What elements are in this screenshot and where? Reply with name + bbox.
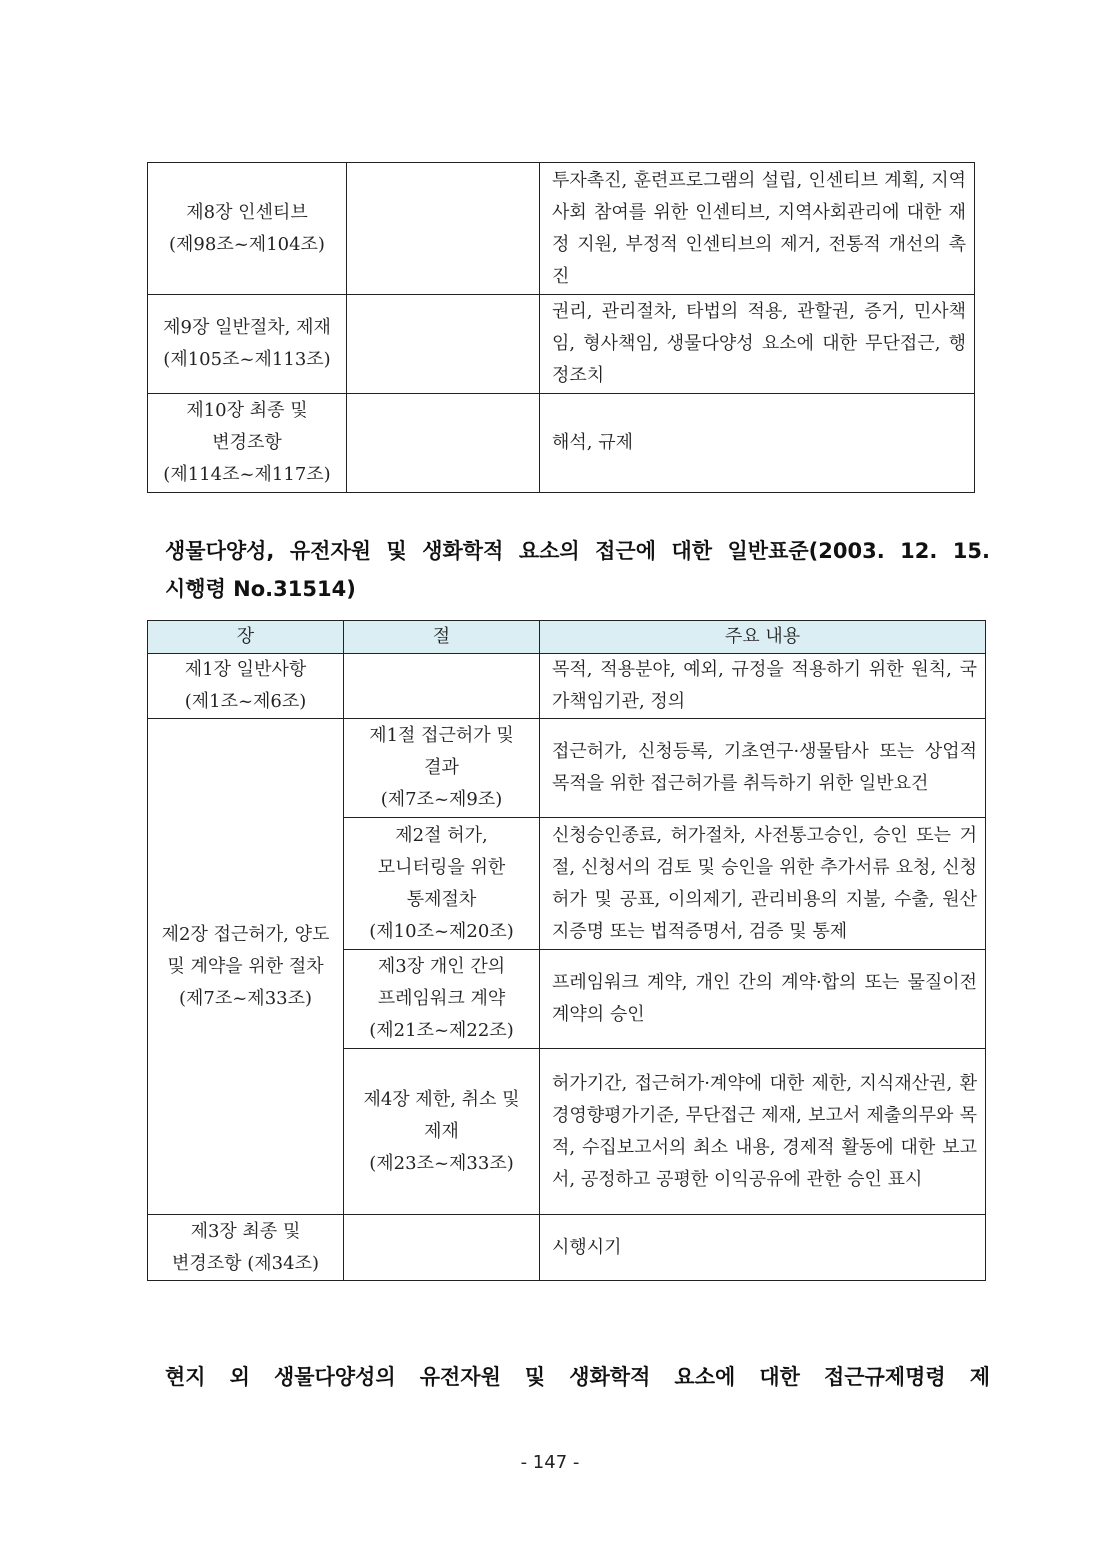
section-cell (347, 394, 540, 493)
section-cell (347, 295, 540, 394)
content-cell: 허가기간, 접근허가·계약에 대한 제한, 지식재산권, 환경영향평가기준, 무단접근 제재, 보고서 제출의무와 목적, 수집보고서의 최소 내용, 경제적 활동에 대한 보고서, 공정하고 공평한 이익공유에 관한 승인 표시 (540, 1049, 986, 1215)
content-cell: 시행시기 (540, 1215, 986, 1281)
next-section-heading: 현지 외 생물다양성의 유전자원 및 생화학적 요소에 대한 접근규제명령 제 (165, 1365, 990, 1389)
section-cell: 제3장 개인 간의 프레임워크 계약 (제21조~제22조) (344, 950, 540, 1049)
chapter-cell: 제8장 인센티브 (제98조~제104조) (148, 163, 347, 295)
chapter-table-continued (147, 162, 975, 493)
table-row (148, 163, 975, 295)
chapter-cell: 제2장 접근허가, 양도 및 계약을 위한 절차 (제7조~제33조) (148, 719, 344, 1215)
content-cell: 권리, 관리절차, 타법의 적용, 관할권, 증거, 민사책임, 형사책임, 생물다양성 요소에 대한 무단접근, 행정조치 (540, 295, 975, 394)
content-cell: 접근허가, 신청등록, 기초연구·생물탐사 또는 상업적 목적을 위한 접근허가를 취득하기 위한 일반요건 (540, 719, 986, 818)
standards-table (147, 620, 986, 1281)
column-header-section: 절 (344, 621, 540, 654)
table-header-row (148, 621, 986, 654)
chapter-cell: 제10장 최종 및 변경조항 (제114조~제117조) (148, 394, 347, 493)
column-header-content: 주요 내용 (540, 621, 986, 654)
chapter-cell: 제3장 최종 및 변경조항 (제34조) (148, 1215, 344, 1281)
section-cell: 제2절 허가, 모니터링을 위한 통제절차 (제10조~제20조) (344, 818, 540, 950)
column-header-chapter: 장 (148, 621, 344, 654)
content-cell: 해석, 규제 (540, 394, 975, 493)
table-row (148, 654, 986, 719)
page-number: - 147 - (520, 1452, 580, 1473)
section-cell (344, 1215, 540, 1281)
table-row (148, 719, 986, 818)
section-cell (344, 654, 540, 719)
table-row (148, 394, 975, 493)
content-cell: 신청승인종료, 허가절차, 사전통고승인, 승인 또는 거절, 신청서의 검토 및 승인을 위한 추가서류 요청, 신청허가 및 공표, 이의제기, 관리비용의 지불, 수출, 원산지증명 또는 법적증명서, 검증 및 통제 (540, 818, 986, 950)
chapter-cell: 제9장 일반절차, 제재 (제105조~제113조) (148, 295, 347, 394)
section-cell (347, 163, 540, 295)
content-cell: 목적, 적용분야, 예외, 규정을 적용하기 위한 원칙, 국가책임기관, 정의 (540, 654, 986, 719)
table-row (148, 1215, 986, 1281)
table-row (148, 295, 975, 394)
section-cell: 제1절 접근허가 및 결과 (제7조~제9조) (344, 719, 540, 818)
section-heading: 생물다양성, 유전자원 및 생화학적 요소의 접근에 대한 일반표준(2003. 12. 15. (165, 539, 990, 563)
content-cell: 프레임워크 계약, 개인 간의 계약·합의 또는 물질이전계약의 승인 (540, 950, 986, 1049)
section-heading-line2: 시행령 No.31514) (165, 577, 356, 601)
chapter-cell: 제1장 일반사항 (제1조~제6조) (148, 654, 344, 719)
content-cell: 투자촉진, 훈련프로그램의 설립, 인센티브 계획, 지역사회 참여를 위한 인센티브, 지역사회관리에 대한 재정 지원, 부정적 인센티브의 제거, 전통적 개선의 촉진 (540, 163, 975, 295)
section-cell: 제4장 제한, 취소 및 제재 (제23조~제33조) (344, 1049, 540, 1215)
